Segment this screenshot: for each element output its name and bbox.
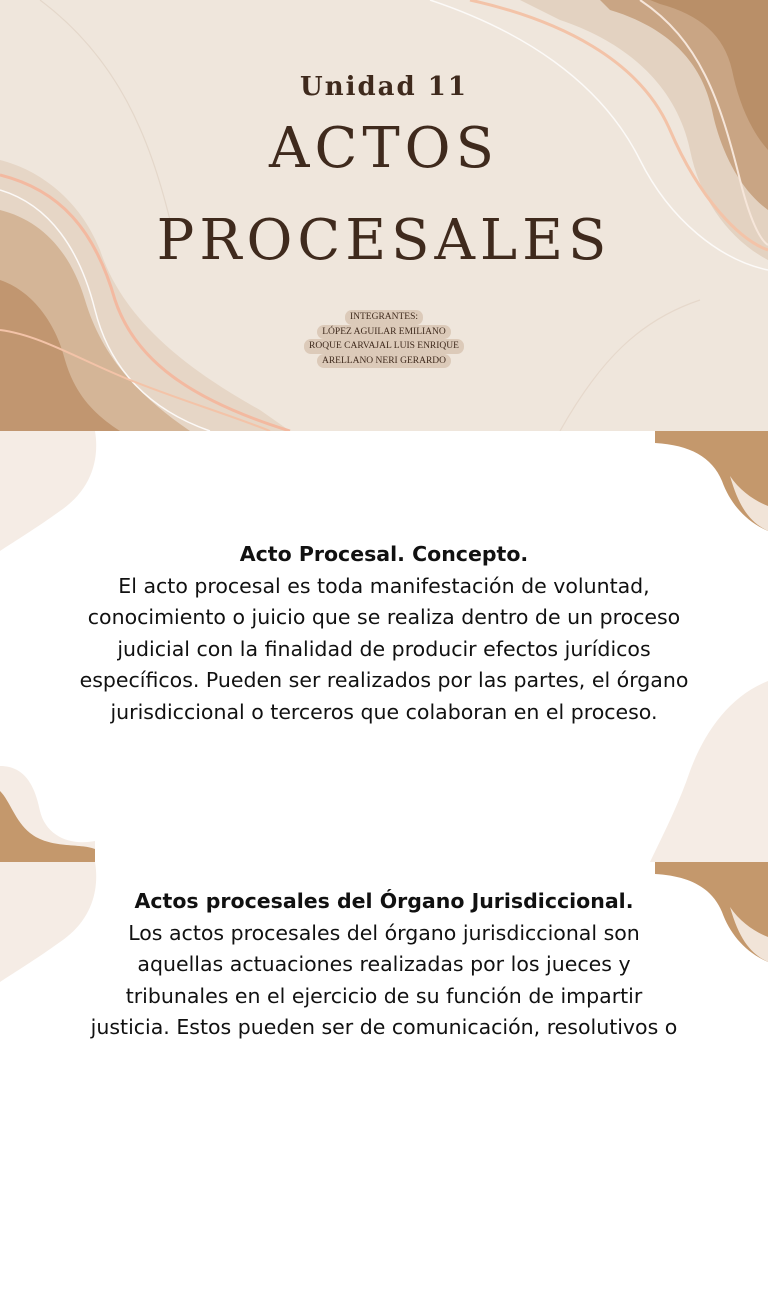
title-line-2: PROCESALES <box>156 208 612 273</box>
cover-slide <box>0 0 768 431</box>
section-heading: Actos procesales del Órgano Jurisdiccional. <box>134 889 634 913</box>
members-heading: INTEGRANTES: <box>345 310 423 325</box>
unit-label: Unidad 11 <box>300 72 468 102</box>
member-name: LÓPEZ AGUILAR EMILIANO <box>317 325 451 340</box>
jurisdictional-slide <box>0 862 768 1293</box>
members-list <box>296 310 472 368</box>
member-name: ROQUE CARVAJAL LUIS ENRIQUE <box>304 339 464 354</box>
title-line-1: ACTOS <box>269 116 499 181</box>
section-body: El acto procesal es toda manifestación de voluntad, conocimiento o juicio que se realiza dentro de un proceso judicial con la finalidad de producir efectos jurídicos específicos. Pueden ser realizados por las partes, el órgano jurisdiccional o terceros que colaboran en el proceso. <box>79 573 689 724</box>
jurisdictional-text-block <box>84 886 684 1044</box>
member-name: ARELLANO NERI GERARDO <box>317 354 451 369</box>
cover-content <box>0 0 768 431</box>
section-body: Los actos procesales del órgano jurisdiccional son aquellas actuaciones realizadas por los jueces y tribunales en el ejercicio de su función de impartir justicia. Estos pueden ser de comunicación, resolutivos o <box>90 920 678 1039</box>
concept-slide <box>0 431 768 862</box>
section-heading: Acto Procesal. Concepto. <box>239 542 529 566</box>
concept-text-block <box>66 539 702 728</box>
